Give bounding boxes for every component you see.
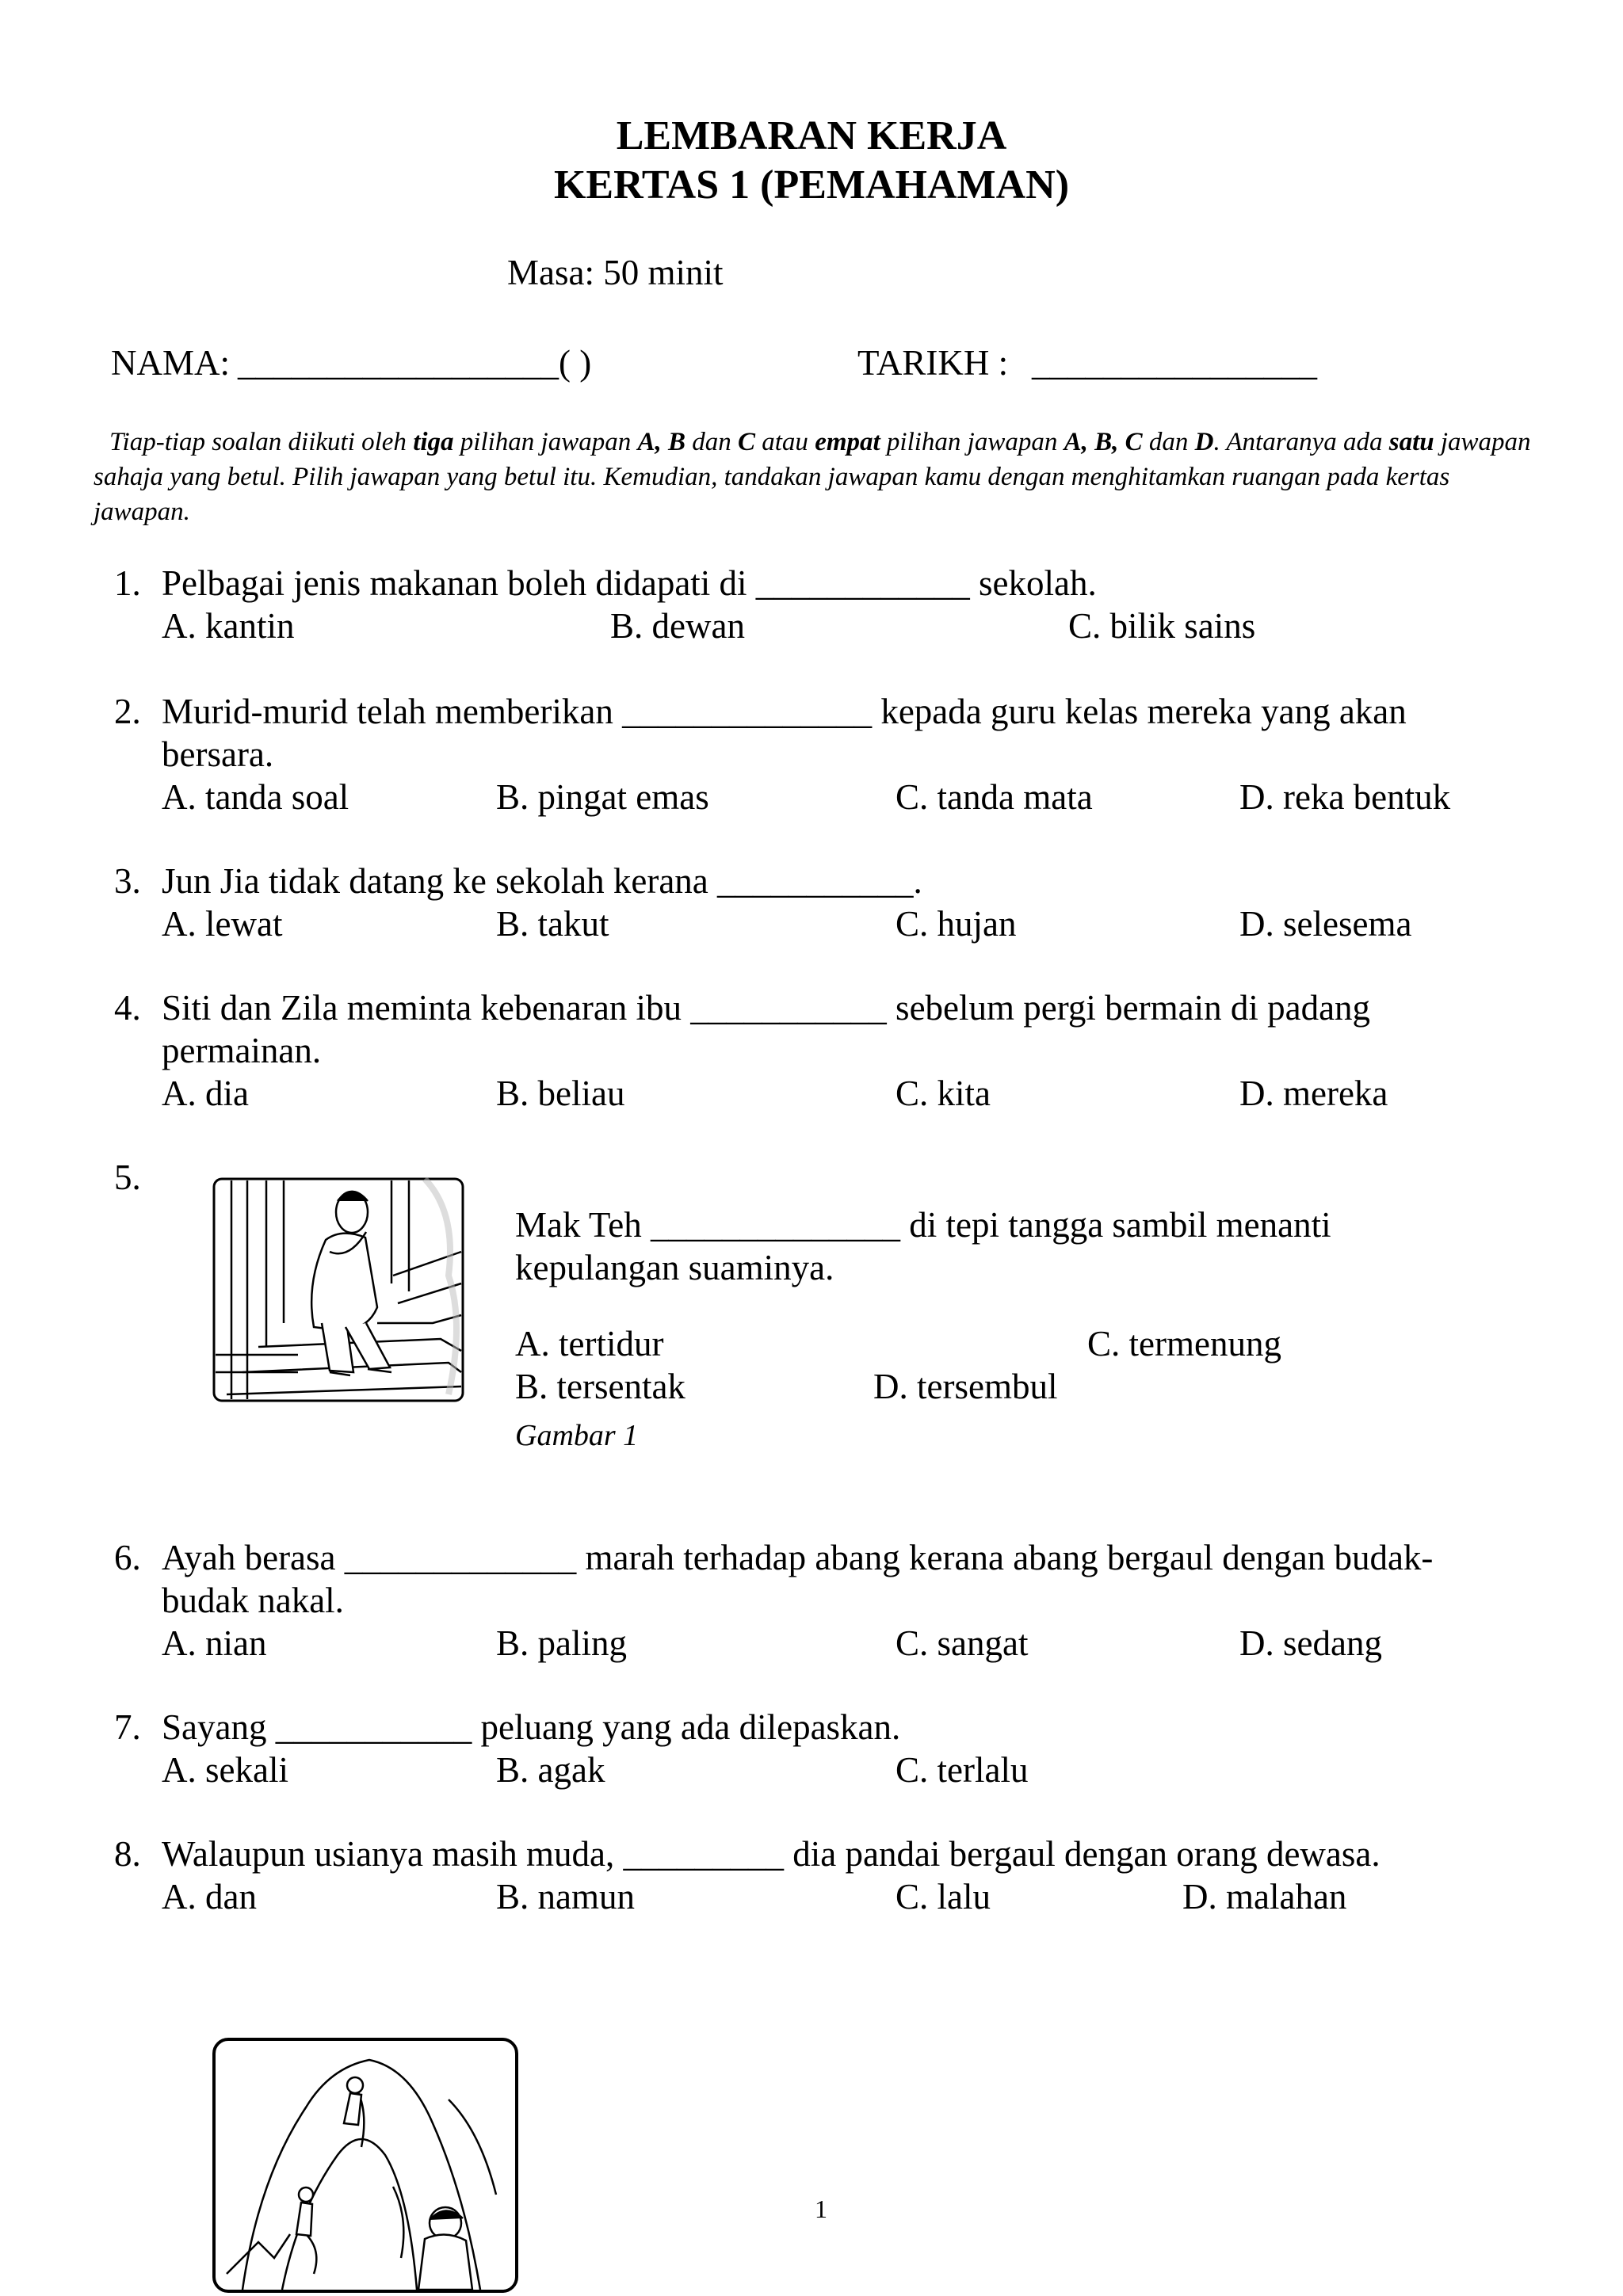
question-text: Mak Teh ______________ di tepi tangga sambil menanti — [515, 1205, 1331, 1245]
name-label: NAMA: — [111, 343, 231, 383]
question-number: 4. — [114, 988, 141, 1028]
question-text: Walaupun usianya masih muda, _________ dia pandai bergaul dengan orang dewasa. — [162, 1834, 1381, 1874]
page-subtitle: KERTAS 1 (PEMAHAMAN) — [553, 162, 1070, 208]
option-c[interactable]: C. bilik sains — [1068, 606, 1256, 646]
question-number: 7. — [114, 1707, 141, 1747]
question-text: Jun Jia tidak datang ke sekolah kerana ___________. — [162, 861, 922, 901]
option-a[interactable]: A. nian — [162, 1623, 267, 1663]
option-c[interactable]: C. sangat — [896, 1623, 1029, 1663]
page-title: LEMBARAN KERJA — [616, 113, 1007, 158]
option-c[interactable]: C. hujan — [896, 904, 1017, 944]
question-text: Siti dan Zila meminta kebenaran ibu ___________ sebelum pergi bermain di padang — [162, 988, 1371, 1028]
option-d[interactable]: D. reka bentuk — [1239, 777, 1451, 817]
option-b[interactable]: B. tersentak — [515, 1367, 685, 1406]
question-number: 3. — [114, 861, 141, 901]
option-d[interactable]: D. tersembul — [873, 1367, 1058, 1406]
page-number: 1 — [815, 2195, 827, 2223]
option-a[interactable]: A. dia — [162, 1074, 249, 1113]
question-number: 1. — [114, 563, 141, 603]
question-text-cont: permainan. — [162, 1031, 322, 1070]
option-b[interactable]: B. agak — [496, 1750, 605, 1790]
option-b[interactable]: B. pingat emas — [496, 777, 709, 817]
option-a[interactable]: A. kantin — [162, 606, 295, 646]
option-b[interactable]: B. dewan — [610, 606, 745, 646]
option-b[interactable]: B. beliau — [496, 1074, 625, 1113]
woman-on-stairs-illustration — [211, 1165, 468, 1404]
question-text: Pelbagai jenis makanan boleh didapati di ____________ sekolah. — [162, 563, 1097, 603]
option-c[interactable]: C. termenung — [1087, 1324, 1281, 1363]
question-text: Murid-murid telah memberikan ______________ kepada guru kelas mereka yang akan — [162, 692, 1407, 731]
option-c[interactable]: C. lalu — [896, 1877, 991, 1917]
question-text-cont: bersara. — [162, 734, 274, 774]
option-b[interactable]: B. paling — [496, 1623, 627, 1663]
date-label: TARIKH : — [857, 343, 1009, 383]
question-number: 6. — [114, 1538, 141, 1577]
option-a[interactable]: A. lewat — [162, 904, 283, 944]
option-c[interactable]: C. kita — [896, 1074, 991, 1113]
name-field[interactable]: __________________( ) — [238, 343, 592, 383]
question-text: Ayah berasa _____________ marah terhadap abang kerana abang bergaul dengan budak- — [162, 1538, 1434, 1577]
question-text-cont: kepulangan suaminya. — [515, 1248, 834, 1287]
question-number: 5. — [114, 1158, 141, 1197]
option-a[interactable]: A. tertidur — [515, 1324, 664, 1363]
option-c[interactable]: C. terlalu — [896, 1750, 1029, 1790]
question-text-cont: budak nakal. — [162, 1581, 344, 1620]
question-number: 8. — [114, 1834, 141, 1874]
option-a[interactable]: A. dan — [162, 1877, 257, 1917]
question-text: Sayang ___________ peluang yang ada dilepaskan. — [162, 1707, 901, 1747]
option-b[interactable]: B. takut — [496, 904, 609, 944]
time-limit: Masa: 50 minit — [507, 253, 724, 292]
question-number: 2. — [114, 692, 141, 731]
instructions: Tiap-tiap soalan diikuti oleh tiga pilihan jawapan A, B dan C atau empat pilihan jawapan A, B, C dan D. Antaranya ada satu jawapan sahaja yang betul. Pilih jawapan yang betul itu. Kemudian, tandakan jawapan kamu dengan menghitamkan ruangan pada kertas jawapan. — [94, 428, 1531, 526]
option-c[interactable]: C. tanda mata — [896, 777, 1093, 817]
figure-caption: Gambar 1 — [515, 1419, 639, 1452]
option-a[interactable]: A. tanda soal — [162, 777, 349, 817]
option-d[interactable]: D. mereka — [1239, 1074, 1388, 1113]
option-a[interactable]: A. sekali — [162, 1750, 288, 1790]
option-d[interactable]: D. malahan — [1182, 1877, 1347, 1917]
option-d[interactable]: D. sedang — [1239, 1623, 1382, 1663]
date-field[interactable]: ________________ — [1032, 343, 1317, 383]
option-b[interactable]: B. namun — [496, 1877, 635, 1917]
option-d[interactable]: D. selesema — [1239, 904, 1412, 944]
climbers-illustration — [211, 2036, 521, 2294]
